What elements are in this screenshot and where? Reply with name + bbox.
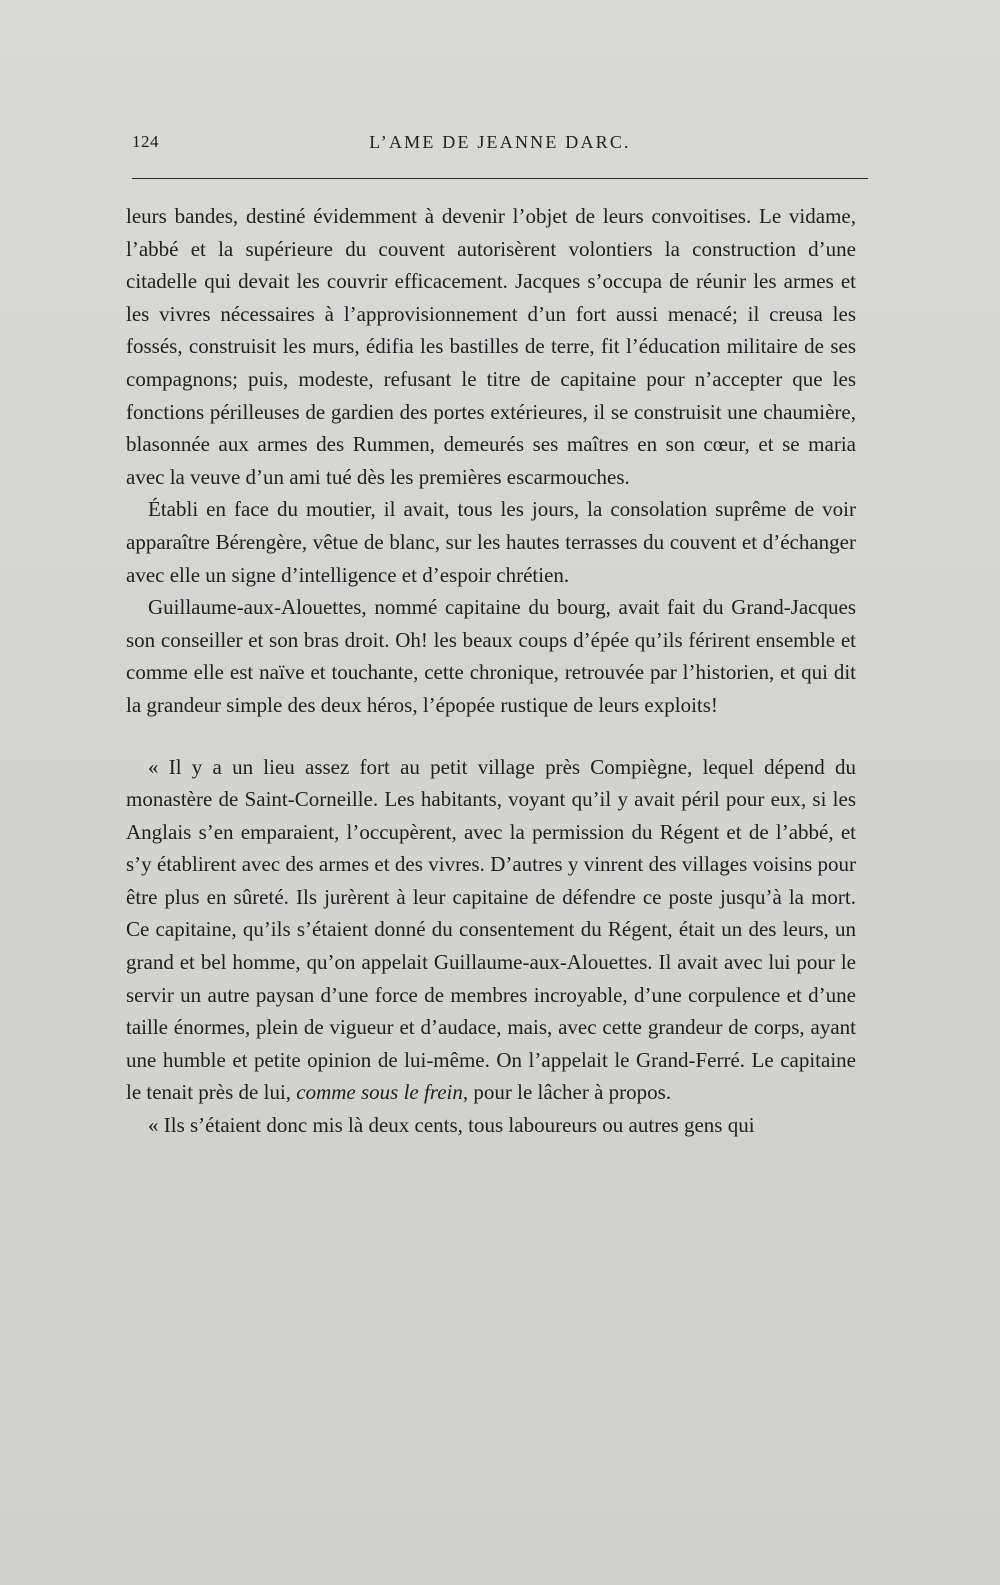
quote-paragraph-1 — [126, 751, 856, 1110]
quote-text-end: , pour le lâcher à propos. — [462, 1080, 672, 1105]
paragraph-3: Guillaume-aux-Alouettes, nommé capitaine du bourg, avait fait du Grand-Jacques son conseiller et son bras droit. Oh! les beaux coups d’épée qu’ils férirent ensemble et comme elle est naïve et touchante, cette chronique, retrouvée par l’historien, et qui dit la grandeur simple des deux héros, l’épopée rustique de leurs exploits! — [126, 595, 856, 717]
page-number: 124 — [132, 132, 159, 151]
paragraph-1: leurs bandes, destiné évidemment à devenir l’objet de leurs convoitises. Le vidame, l’abbé et la supérieure du couvent autorisèrent volontiers la construction d’une citadelle qui devait les couvrir efficacement. Jacques s’occupa de réunir les armes et les vivres nécessaires à l’approvisionnement d’un fort aussi menacé; il creusa les fossés, construisit les murs, édifia les bastilles de terre, fit l’éducation militaire de ses compagnons; puis, modeste, refusant le titre de capitaine pour n’accepter que les fonctions périlleuses de gardien des portes extérieures, il se construisit une chaumière, blasonnée aux armes des Rummen, demeurés ses maîtres en son cœur, et se maria avec la veuve d’un ami tué dès les premières escarmouches. — [126, 204, 856, 489]
quote-italic-phrase: comme sous le frein — [296, 1080, 463, 1105]
body-text — [126, 200, 856, 1142]
quote-paragraph-2: « Ils s’étaient donc mis là deux cents, tous laboureurs ou autres gens qui — [148, 1113, 755, 1138]
paragraph-2: Établi en face du moutier, il avait, tous les jours, la consolation suprême de voir apparaître Bérengère, vêtue de blanc, sur les hautes terrasses du couvent et d’échanger avec elle un signe d’intelligence et d’espoir chrétien. — [126, 497, 856, 587]
running-head — [132, 132, 868, 156]
quote-text-start: « Il y a un lieu assez fort au petit village près Compiègne, lequel dépend du monastère de Saint-Corneille. Les habitants, voyant qu’il y avait péril pour eux, si les Anglais s’en emparaient, l’occupèrent, avec la permission du Régent et de l’abbé, et s’y établirent avec des armes et des vivres. D’autres y vinrent des villages voisins pour être plus en sûreté. Ils jurèrent à leur capitaine de défendre ce poste jusqu’à la mort. Ce capitaine, qu’ils s’étaient donné du consentement du Régent, était un des leurs, un grand et bel homme, qu’on appelait Guillaume-aux-Alouettes. Il avait avec lui pour le servir un autre paysan d’une force de membres incroyable, d’une corpulence et d’une taille énormes, plein de vigueur et d’audace, mais, avec cette grandeur de corps, ayant une humble et petite opinion de lui-même. On l’appelait le Grand-Ferré. Le capitaine le tenait près de lui, — [126, 754, 856, 1105]
running-title: L’AME DE JEANNE DARC. — [369, 132, 631, 152]
header-rule — [132, 178, 868, 179]
